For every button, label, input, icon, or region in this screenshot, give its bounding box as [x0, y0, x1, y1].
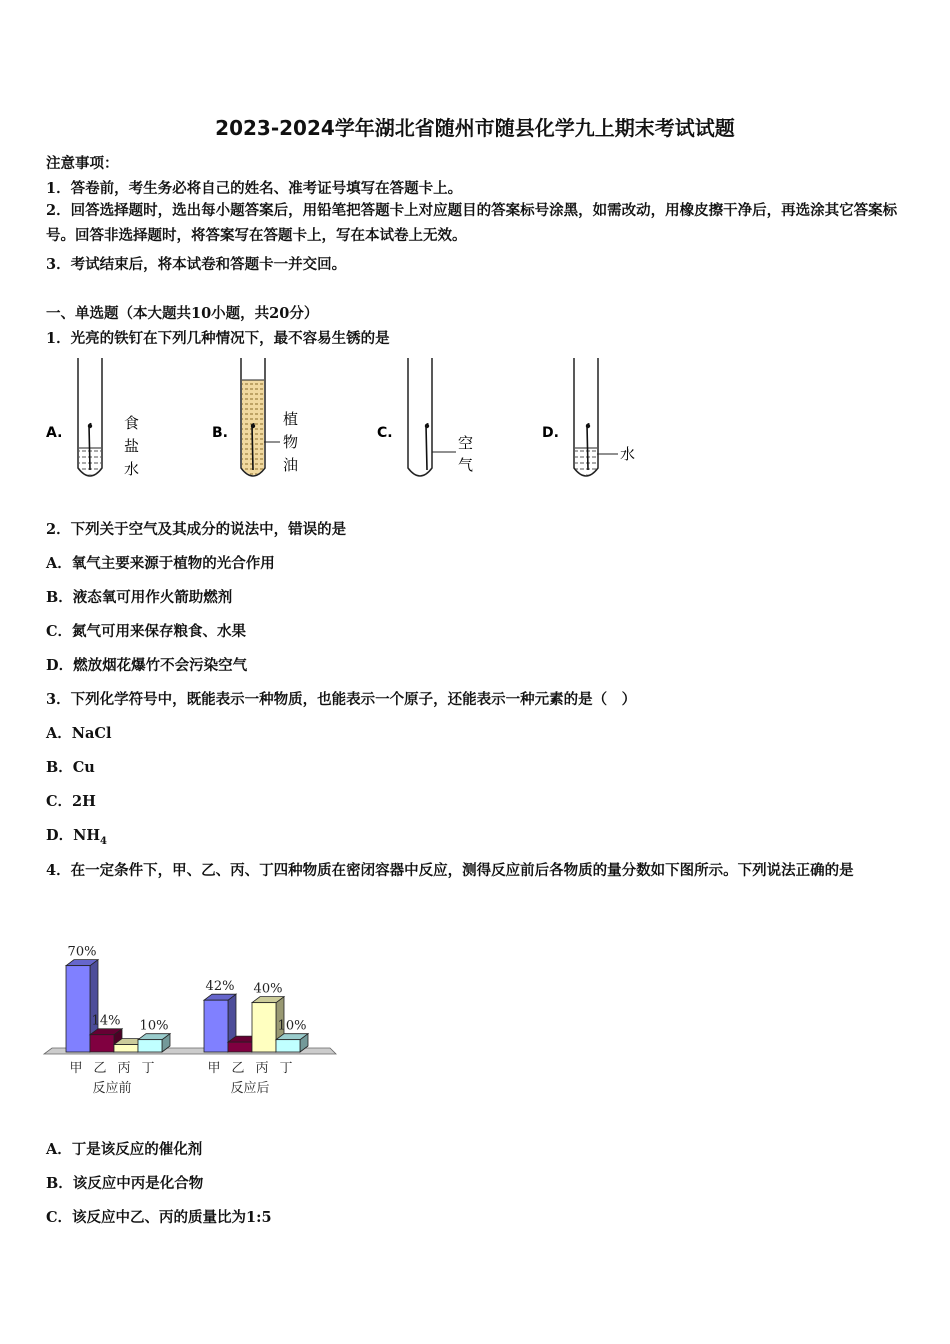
- option-b: B．液态氧可用作火箭助燃剂: [46, 589, 233, 606]
- bar: [204, 1000, 228, 1052]
- option-formula: NaCl: [71, 725, 112, 742]
- bar: [138, 1040, 162, 1052]
- label-char: 油: [283, 456, 299, 474]
- option-letter: B．: [46, 759, 73, 776]
- question-2-stem: 2．下列关于空气及其成分的说法中，错误的是: [46, 521, 347, 538]
- option-letter: B.: [212, 425, 228, 441]
- page-title: 2023-2024学年湖北省随州市随县化学九上期末考试试题: [215, 116, 735, 140]
- label-char: 空: [458, 434, 474, 452]
- option-letter: D.: [542, 425, 559, 441]
- label-char: 气: [458, 456, 474, 474]
- bar: [252, 1003, 276, 1052]
- bar: [66, 966, 90, 1052]
- data-label: 10%: [139, 1018, 169, 1034]
- bar: [276, 1040, 300, 1052]
- option-b: [46, 756, 95, 777]
- option-a-tube: [46, 358, 139, 478]
- option-c: C．氮气可用来保存粮食、水果: [46, 623, 247, 640]
- option-formula: NH: [73, 827, 101, 844]
- option-c: C．该反应中乙、丙的质量比为1:5: [46, 1209, 272, 1226]
- label-char: 植: [283, 410, 299, 428]
- note-item: 1．答卷前，考生务必将自己的姓名、准考证号填写在答题卡上。: [46, 180, 463, 197]
- notes-heading: 注意事项：: [46, 155, 119, 172]
- option-letter: C．: [46, 793, 73, 810]
- question-4-stem: 4．在一定条件下，甲、乙、丙、丁四种物质在密闭容器中反应，测得反应前后各物质的量分数如下图所示。下列说法正确的是: [46, 862, 854, 879]
- question-3-stem: 3．下列化学符号中，既能表示一种物质，也能表示一个原子，还能表示一种元素的是（ ）: [46, 691, 637, 708]
- data-label: 14%: [91, 1013, 121, 1029]
- label-char: 盐: [124, 437, 140, 455]
- label-char: 水: [124, 460, 140, 478]
- subscript: 4: [100, 835, 108, 847]
- option-a: A．氧气主要来源于植物的光合作用: [46, 555, 275, 572]
- category-label: 丁: [279, 1061, 293, 1076]
- option-c-tube: [377, 358, 473, 476]
- data-label: 42%: [205, 979, 235, 995]
- section-heading: 一、单选题（本大题共10小题，共20分）: [46, 305, 319, 322]
- option-letter: D．: [46, 827, 74, 844]
- category-label: 乙: [93, 1061, 107, 1076]
- label-char: 物: [283, 433, 299, 451]
- bar: [114, 1045, 138, 1052]
- bar: [90, 1035, 114, 1052]
- option-formula: Cu: [72, 759, 95, 776]
- option-formula: 2H: [72, 793, 96, 810]
- option-d: [46, 824, 107, 847]
- category-label: 甲: [207, 1061, 221, 1076]
- option-letter: C.: [377, 425, 393, 441]
- note-item: 2．回答选择题时，选出每小题答案后，用铅笔把答题卡上对应题目的答案标号涂黑，如需改动，用橡皮擦干净后，再选涂其它答案标号。回答非选择题时，将答案写在答题卡上，写在本试卷上无效。: [46, 202, 898, 244]
- option-letter: A.: [46, 425, 63, 441]
- group-label: 反应前: [92, 1081, 132, 1096]
- option-d-tube: [542, 358, 635, 476]
- group-label: 反应后: [230, 1081, 270, 1096]
- data-label: 40%: [253, 981, 283, 997]
- option-a: [46, 722, 111, 743]
- bar: [228, 1042, 252, 1052]
- note-item: 3．考试结束后，将本试卷和答题卡一并交回。: [46, 256, 347, 273]
- option-c: [46, 790, 96, 811]
- data-label: 10%: [277, 1018, 307, 1034]
- option-b: B．该反应中丙是化合物: [46, 1175, 204, 1192]
- category-label: 丙: [255, 1061, 269, 1076]
- bar-chart: [40, 930, 350, 1100]
- data-label: 70%: [67, 944, 97, 960]
- category-label: 丁: [141, 1061, 155, 1076]
- question-1-stem: 1．光亮的铁钉在下列几种情况下，最不容易生锈的是: [46, 330, 390, 347]
- category-label: 甲: [69, 1061, 83, 1076]
- label-char: 食: [124, 414, 140, 432]
- option-d: D．燃放烟花爆竹不会污染空气: [46, 657, 248, 674]
- option-letter: A．: [46, 725, 72, 742]
- test-tube-figure: [40, 352, 680, 492]
- category-label: 乙: [231, 1061, 245, 1076]
- category-label: 丙: [117, 1061, 131, 1076]
- option-a: A．丁是该反应的催化剂: [46, 1141, 203, 1158]
- option-b-tube: [212, 358, 298, 476]
- label-char: 水: [620, 445, 636, 463]
